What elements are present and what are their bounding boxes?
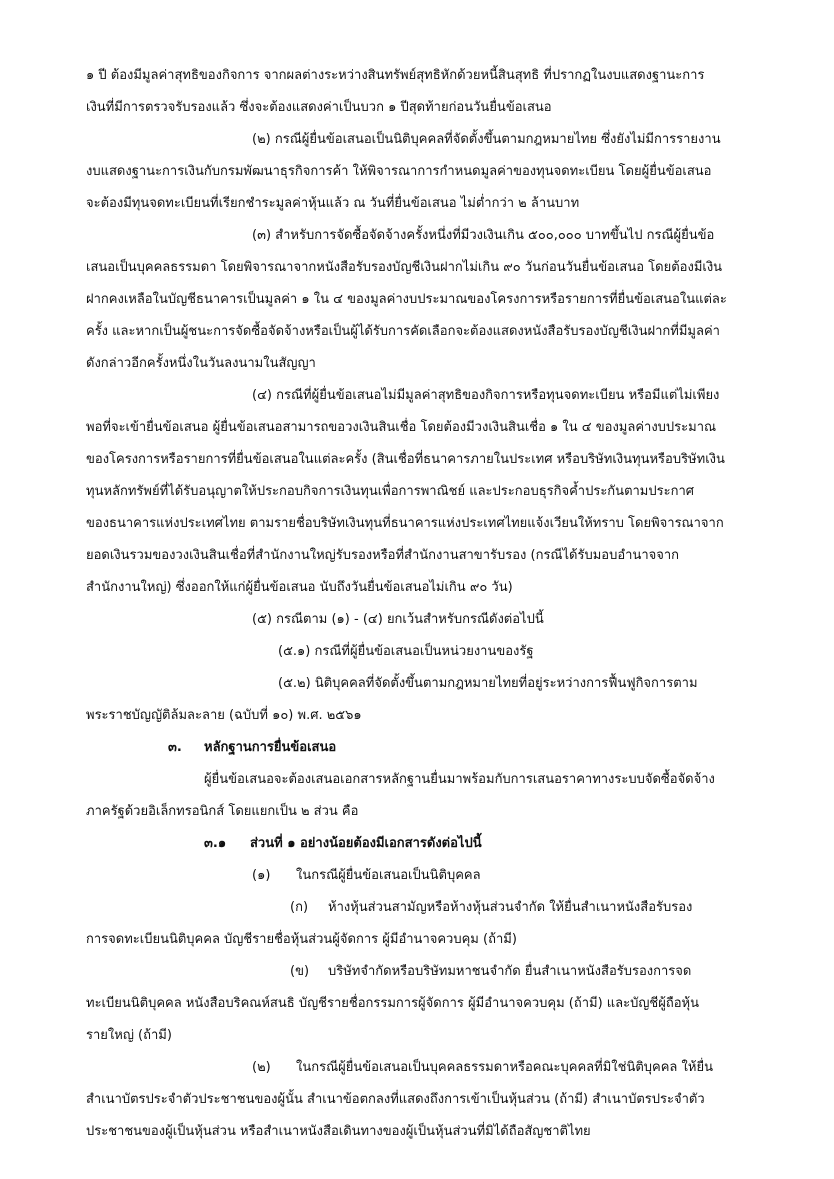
- item-number: (ข): [290, 964, 310, 979]
- subsection-number: ๓.๑: [204, 836, 227, 851]
- paragraph-line: ภาครัฐด้วยอิเล็กทรอนิกส์ โดยแยกเป็น ๒ ส่วน คือ: [86, 804, 359, 819]
- paragraph-line: เงินที่มีการตรวจรับรองแล้ว ซึ่งจะต้องแสดงค่าเป็นบวก ๑ ปีสุดท้ายก่อนวันยื่นข้อเสนอ: [86, 100, 552, 115]
- paragraph-line: ในกรณีผู้ยื่นข้อเสนอเป็นนิติบุคคล: [296, 868, 481, 883]
- paragraph-line: งบแสดงฐานะการเงินกับกรมพัฒนาธุรกิจการค้า ให้พิจารณาการกำหนดมูลค่าของทุนจดทะเบียน โดยผู้ยื่นข้อเสนอ: [86, 164, 712, 179]
- paragraph-line: ห้างหุ้นส่วนสามัญหรือห้างหุ้นส่วนจำกัด ให้ยื่นสำเนาหนังสือรับรอง: [328, 900, 693, 915]
- paragraph-line: ยอดเงินรวมของวงเงินสินเชื่อที่สำนักงานใหญ่รับรองหรือที่สำนักงานสาขารับรอง (กรณีได้รับมอบอำนาจจาก: [86, 548, 680, 563]
- paragraph-line: ประชาชนของผู้เป็นหุ้นส่วน หรือสำเนาหนังสือเดินทางของผู้เป็นหุ้นส่วนที่มิได้ถือสัญชาติไทย: [86, 1124, 591, 1139]
- paragraph-line: ของธนาคารแห่งประเทศไทย ตามรายชื่อบริษัทเงินทุนที่ธนาคารแห่งประเทศไทยแจ้งเวียนให้ทราบ โดยพิจารณาจาก: [86, 516, 724, 531]
- section-heading: หลักฐานการยื่นข้อเสนอ: [204, 740, 337, 755]
- paragraph-line: สำเนาบัตรประจำตัวประชาชนของผู้นั้น สำเนาข้อตกลงที่แสดงถึงการเข้าเป็นหุ้นส่วน (ถ้ามี) สำเนาบัตรประจำตัว: [86, 1092, 705, 1107]
- paragraph-line: รายใหญ่ (ถ้ามี): [86, 1028, 172, 1043]
- paragraph-line: ดังกล่าวอีกครั้งหนึ่งในวันลงนามในสัญญา: [86, 356, 316, 371]
- item-number: (ก): [290, 900, 309, 915]
- paragraph-line: ทุนหลักทรัพย์ที่ได้รับอนุญาตให้ประกอบกิจการเงินทุนเพื่อการพาณิชย์ และประกอบธุรกิจค้ำประกันตามประกาศ: [86, 484, 695, 499]
- paragraph-line: เสนอเป็นบุคคลธรรมดา โดยพิจารณาจากหนังสือรับรองบัญชีเงินฝากไม่เกิน ๙๐ วันก่อนวันยื่นข้อเสนอ โดยต้องมีเงิน: [86, 260, 723, 275]
- paragraph-line: สำนักงานใหญ่) ซึ่งออกให้แก่ผู้ยื่นข้อเสนอ นับถึงวันยื่นข้อเสนอไม่เกิน ๙๐ วัน): [86, 580, 513, 595]
- paragraph-line: พอที่จะเข้ายื่นข้อเสนอ ผู้ยื่นข้อเสนอสามารถขอวงเงินสินเชื่อ โดยต้องมีวงเงินสินเชื่อ ๑ ใน ๔ ของมูลค่างบประมาณ: [86, 420, 717, 435]
- paragraph-line: (๕.๑) กรณีที่ผู้ยื่นข้อเสนอเป็นหน่วยงานของรัฐ: [278, 644, 534, 659]
- paragraph-line: (๕.๒) นิติบุคคลที่จัดตั้งขึ้นตามกฎหมายไทยที่อยู่ระหว่างการฟื้นฟูกิจการตาม: [278, 676, 698, 691]
- paragraph-line: บริษัทจำกัดหรือบริษัทมหาชนจำกัด ยื่นสำเนาหนังสือรับรองการจด: [328, 964, 692, 979]
- paragraph-line: ในกรณีผู้ยื่นข้อเสนอเป็นบุคคลธรรมดาหรือคณะบุคคลที่มิใช่นิติบุคคล ให้ยื่น: [296, 1060, 713, 1075]
- paragraph-line: (๔) กรณีที่ผู้ยื่นข้อเสนอไม่มีมูลค่าสุทธิของกิจการหรือทุนจดทะเบียน หรือมีแต่ไม่เพียง: [252, 388, 720, 403]
- section-number: ๓.: [168, 740, 182, 755]
- paragraph-line: (๕) กรณีตาม (๑) - (๔) ยกเว้นสำหรับกรณีดังต่อไปนี้: [252, 612, 544, 627]
- paragraph-line: ฝากคงเหลือในบัญชีธนาคารเป็นมูลค่า ๑ ใน ๔ ของมูลค่างบประมาณของโครงการหรือรายการที่ยื่นข้อเสนอในแต่ละ: [86, 292, 727, 307]
- paragraph-line: ครั้ง และหากเป็นผู้ชนะการจัดซื้อจัดจ้างหรือเป็นผู้ได้รับการคัดเลือกจะต้องแสดงหนังสือรับรองบัญชีเงินฝากที่มีมูลค่า: [86, 324, 720, 339]
- item-number: (๑): [252, 868, 271, 883]
- paragraph-line: ทะเบียนนิติบุคคล หนังสือบริคณห์สนธิ บัญชีรายชื่อกรรมการผู้จัดการ ผู้มีอำนาจควบคุม (ถ้ามี) และบัญชีผู้ถือหุ้น: [86, 996, 700, 1011]
- paragraph-line: พระราชบัญญัติล้มละลาย (ฉบับที่ ๑๐) พ.ศ. ๒๕๖๑: [86, 708, 362, 723]
- paragraph-line: ของโครงการหรือรายการที่ยื่นข้อเสนอในแต่ละครั้ง (สินเชื่อที่ธนาคารภายในประเทศ หรือบริษัทเงินทุนหรือบริษัทเงิน: [86, 452, 725, 467]
- paragraph-line: ผู้ยื่นข้อเสนอจะต้องเสนอเอกสารหลักฐานยื่นมาพร้อมกับการเสนอราคาทางระบบจัดซื้อจัดจ้าง: [204, 772, 715, 787]
- paragraph-line: ๑ ปี ต้องมีมูลค่าสุทธิของกิจการ จากผลต่างระหว่างสินทรัพย์สุทธิหักด้วยหนี้สินสุทธิ ที่ปรากฏในงบแสดงฐานะการ: [86, 68, 705, 83]
- paragraph-line: (๓) สำหรับการจัดซื้อจัดจ้างครั้งหนึ่งที่มีวงเงินเกิน ๕๐๐,๐๐๐ บาทขึ้นไป กรณีผู้ยื่นข้อ: [252, 228, 715, 243]
- paragraph-line: การจดทะเบียนนิติบุคคล บัญชีรายชื่อหุ้นส่วนผู้จัดการ ผู้มีอำนาจควบคุม (ถ้ามี): [86, 932, 517, 947]
- item-number: (๒): [252, 1060, 271, 1075]
- subsection-heading: ส่วนที่ ๑ อย่างน้อยต้องมีเอกสารดังต่อไปนี้: [250, 836, 482, 851]
- paragraph-line: จะต้องมีทุนจดทะเบียนที่เรียกชำระมูลค่าหุ้นแล้ว ณ วันที่ยื่นข้อเสนอ ไม่ต่ำกว่า ๒ ล้านบาท: [86, 196, 580, 211]
- paragraph-line: (๒) กรณีผู้ยื่นข้อเสนอเป็นนิติบุคคลที่จัดตั้งขึ้นตามกฎหมายไทย ซึ่งยังไม่มีการรายงาน: [252, 132, 721, 147]
